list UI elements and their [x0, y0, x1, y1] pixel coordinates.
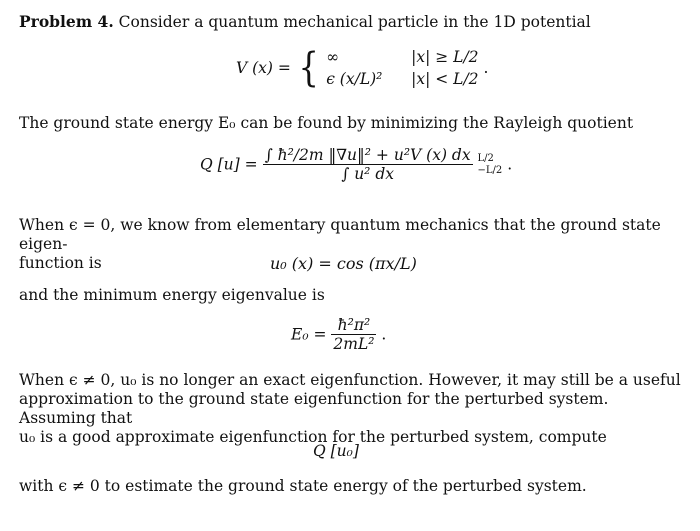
left-brace: {	[298, 45, 319, 91]
integral-limits	[478, 153, 503, 177]
rayleigh-quotient: Q [u] = $\frac{\text{∫ ħ²/2m ‖∇u‖² + u²V (x) dx}}{\text{∫ u² dx}}$ L/2 −L/2 .	[200, 146, 513, 183]
problem-intro	[19, 12, 682, 32]
perturbed-line2: approximation to the ground state eigenfunction for the perturbed system. Assuming that	[19, 390, 609, 427]
energy-fraction	[331, 316, 376, 353]
eigenfunction-intro-line1: When ϵ = 0, we know from elementary quantum mechanics that the ground state eigen-	[19, 216, 661, 253]
energy-numerator: ħ²π²	[337, 316, 371, 334]
eigenfunction-intro-line2: function is	[19, 254, 102, 272]
quotient-lhs: Q [u] =	[200, 155, 258, 174]
eigenfunction-equation: u₀ (x) = cos (πx/L)	[270, 254, 417, 273]
rayleigh-intro: The ground state energy E₀ can be found by minimizing the Rayleigh quotient	[19, 114, 634, 132]
potential-lhs: V (x) =	[236, 59, 291, 77]
quotient-fraction	[263, 146, 473, 183]
problem-label: Problem 4.	[19, 12, 114, 31]
limit-upper: L/2	[477, 152, 494, 164]
energy-denominator: 2mL²	[333, 335, 375, 353]
case2-condition: |x| < L/2	[411, 70, 479, 88]
limit-lower: −L/2	[477, 164, 503, 176]
case1-condition: |x| ≥ L/2	[411, 48, 479, 66]
perturbed-paragraph	[19, 371, 682, 447]
compute-expression: Q [u₀]	[313, 442, 359, 460]
case1-value: ∞	[326, 48, 340, 66]
quotient-denominator: ∫ u² dx	[263, 164, 473, 183]
min-energy-equation: E₀ = $\frac{\text{ħ²π²}}{\text{2mL²}}$ .	[291, 316, 387, 353]
energy-lhs: E₀ =	[291, 325, 327, 344]
potential-cases	[326, 46, 478, 90]
case2-value: ϵ (x/L)²	[326, 70, 383, 88]
quotient-numerator: ∫ ħ²/2m ‖∇u‖² + u²V (x) dx	[264, 146, 471, 164]
perturbed-line3: u₀ is a good approximate eigenfunction for the perturbed system, compute	[19, 428, 607, 446]
perturbed-line1: When ϵ ≠ 0, u₀ is no longer an exact eigenfunction. However, it may still be a useful	[19, 371, 681, 389]
min-energy-intro: and the minimum energy eigenvalue is	[19, 286, 325, 304]
final-line: with ϵ ≠ 0 to estimate the ground state energy of the perturbed system.	[19, 477, 587, 495]
problem-intro-text: Consider a quantum mechanical particle in the 1D potential	[118, 13, 591, 31]
potential-equation: V (x) = { ∞ |x| ≥ L/2 ϵ (x/L)² |x| < L/2 .	[236, 45, 489, 91]
